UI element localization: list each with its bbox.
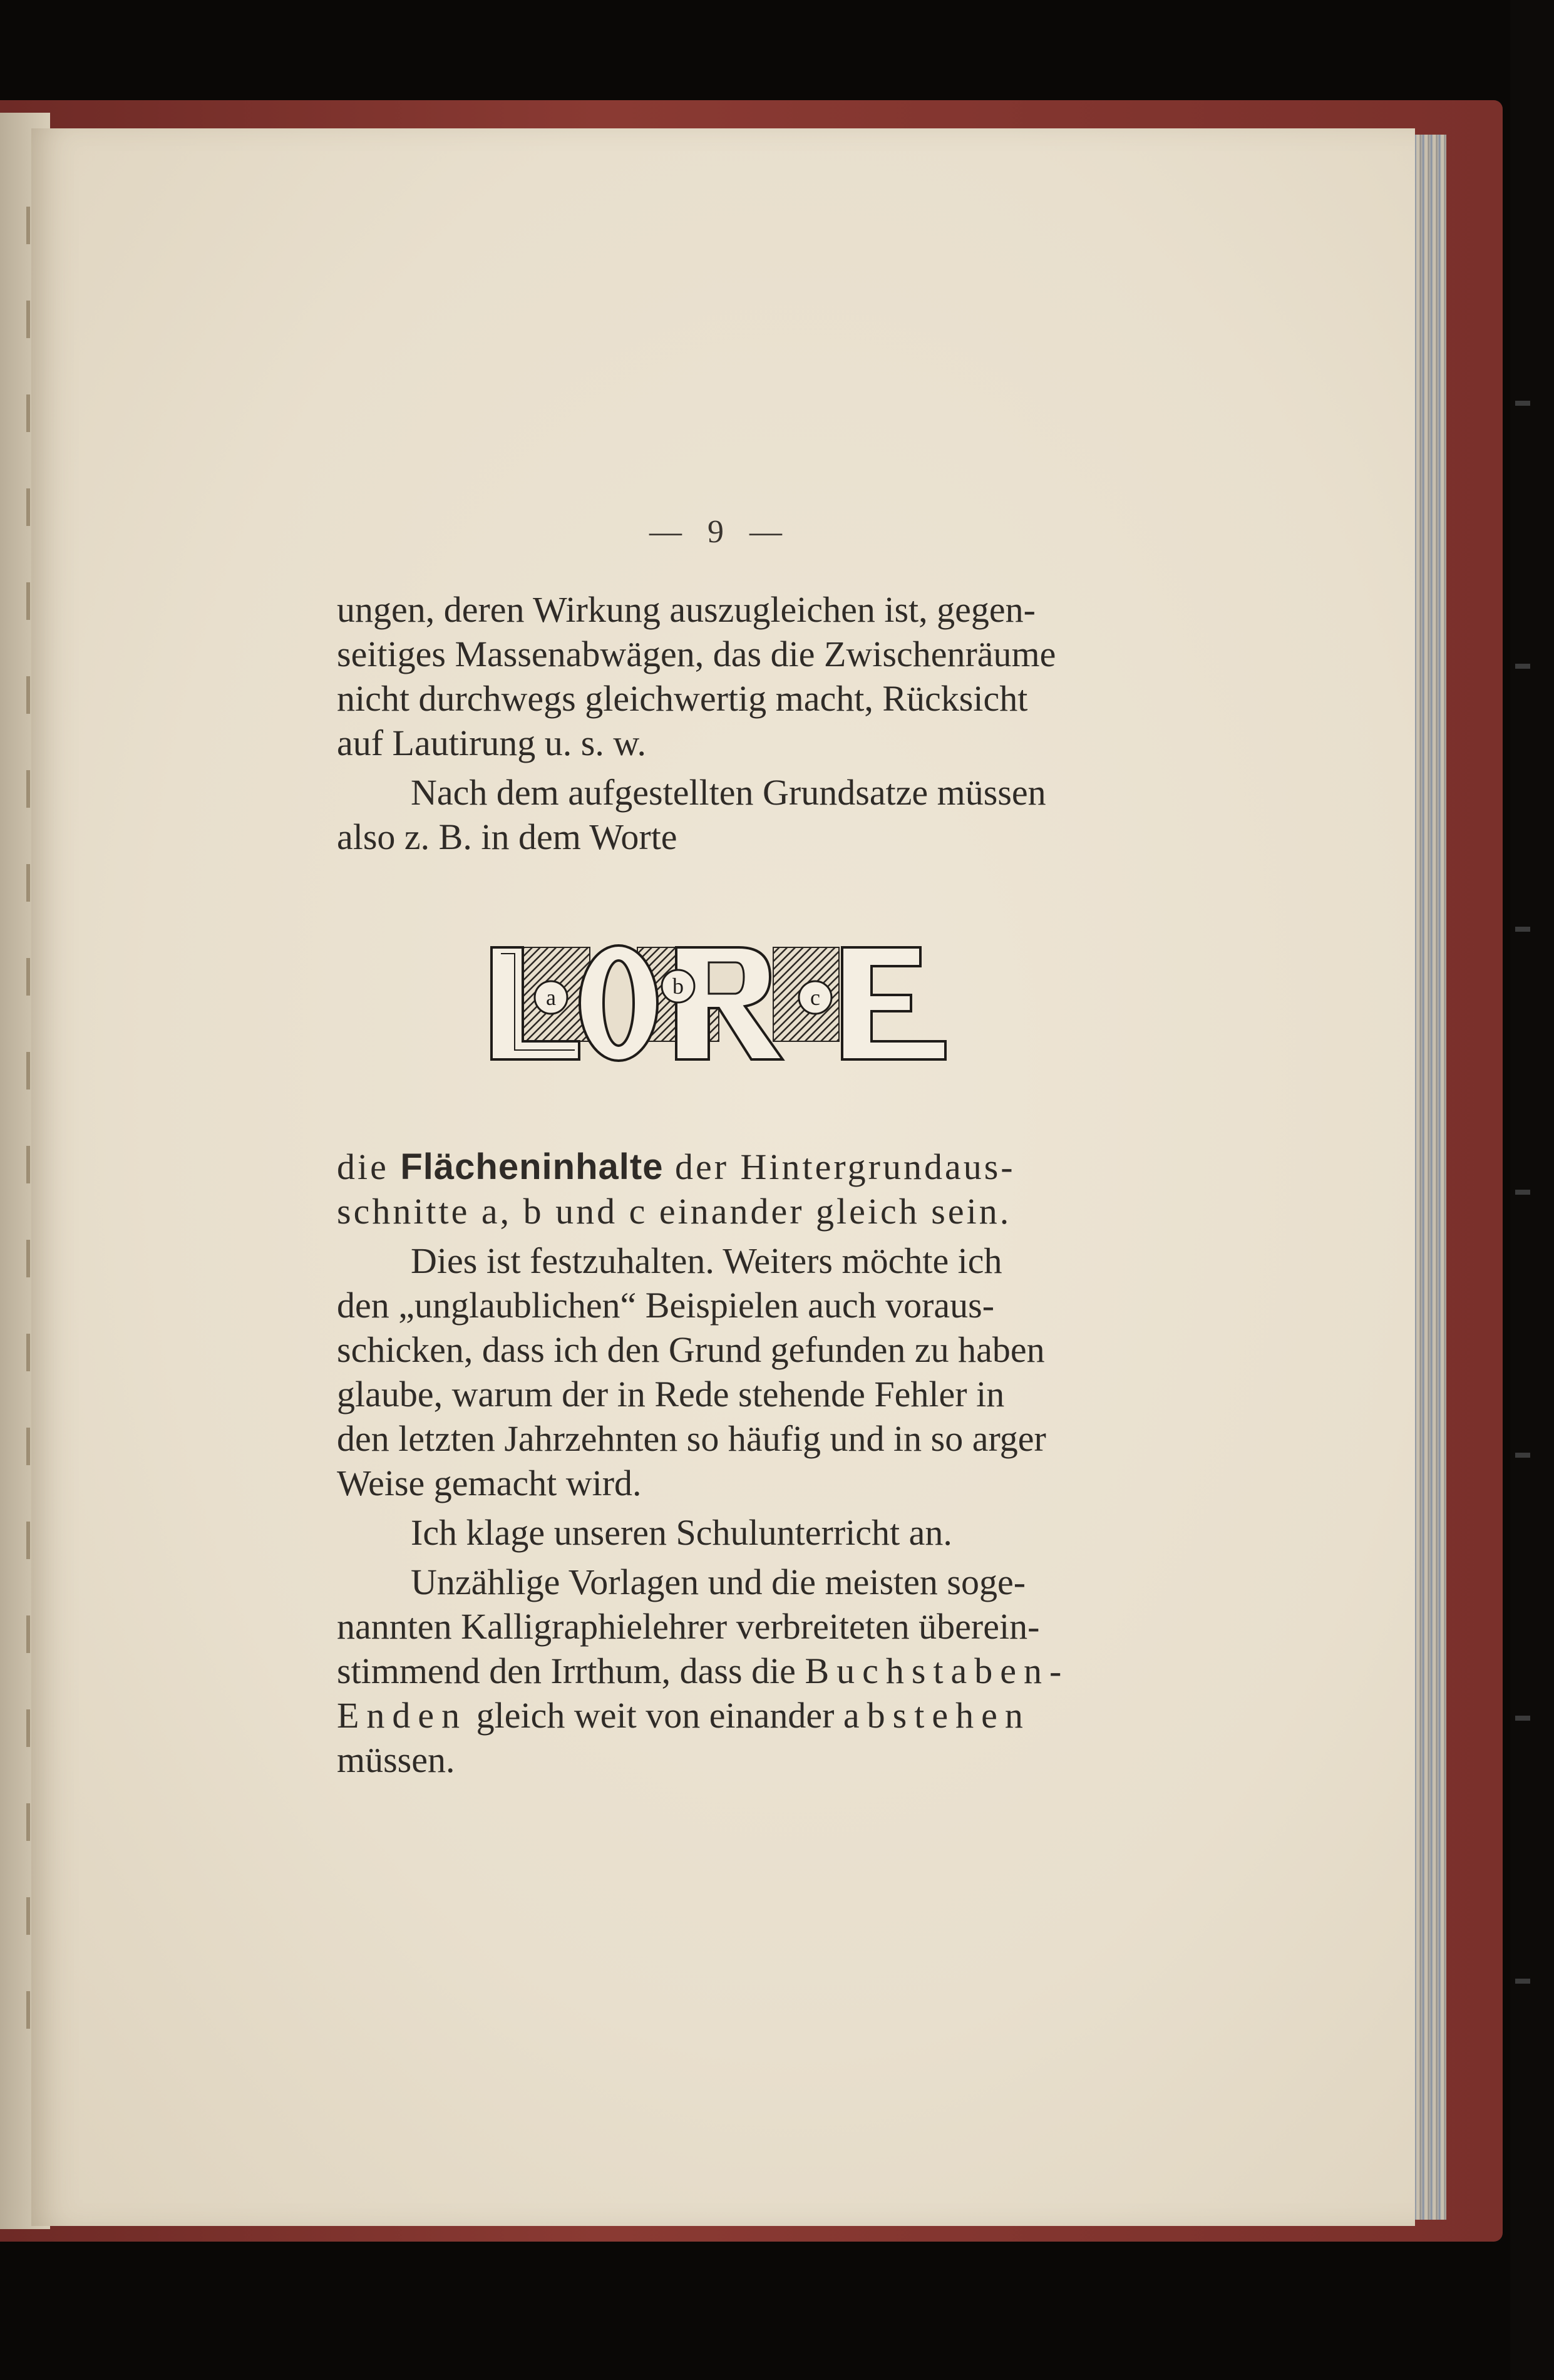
text-line: den „unglaublichen“ Beispielen auch voraus-	[337, 1285, 995, 1326]
letter-e	[842, 947, 945, 1059]
text-line: Nach dem aufgestellten Grundsatze müssen	[411, 772, 1046, 813]
text-line: also z. B. in dem Worte	[337, 817, 677, 857]
paragraph	[337, 1560, 1094, 1782]
text-line: ungen, deren Wirkung auszugleichen ist, gegen-	[337, 589, 1036, 630]
body-text	[337, 587, 1094, 859]
emphasized-term: Flächeninhalte	[400, 1146, 664, 1187]
scanner-mark	[1515, 664, 1530, 669]
text-fragment: die	[337, 1146, 401, 1187]
text-line: Weise gemacht wird.	[337, 1463, 642, 1503]
text-line: den letzten Jahrzehnten so häufig und in so arger	[337, 1418, 1046, 1459]
scanner-mark	[1515, 1453, 1530, 1458]
paragraph	[337, 1510, 1094, 1555]
paragraph	[337, 1239, 1094, 1505]
scanner-mark	[1515, 1979, 1530, 1984]
gap-a-label: a	[546, 985, 556, 1010]
spaced-term: Buchstaben-	[805, 1651, 1069, 1691]
text-line: glaube, warum der in Rede stehende Fehler in	[337, 1374, 1005, 1414]
text-line: Dies ist festzuhalten. Weiters möchte ich	[411, 1240, 1002, 1281]
text-line: auf Lautirung u. s. w.	[337, 723, 646, 763]
text-fragment: gleich weit von einander	[467, 1695, 843, 1736]
text-line: schicken, dass ich den Grund gefunden zu haben	[337, 1329, 1045, 1370]
gap-c-label: c	[810, 985, 820, 1010]
text-line: nannten Kalligraphielehrer verbreiteten überein-	[337, 1606, 1040, 1647]
scanner-mark	[1515, 1190, 1530, 1195]
paragraph	[337, 587, 1094, 765]
spaced-term: abstehen	[843, 1695, 1031, 1736]
body-text-continued	[337, 1145, 1094, 1782]
text-line: schnitte a, b und c einander gleich sein.	[337, 1191, 1012, 1232]
text-line: seitiges Massenabwägen, das die Zwischenräume	[337, 634, 1056, 674]
text-line: Ich klage unseren Schulunterricht an.	[411, 1512, 952, 1553]
text-line: müssen.	[337, 1739, 455, 1780]
paragraph	[337, 1145, 1094, 1234]
paragraph	[337, 770, 1094, 859]
gap-b-label: b	[672, 974, 684, 999]
text-line: Unzählige Vorlagen und die meisten soge-	[411, 1562, 1026, 1602]
lore-illustration	[488, 942, 952, 1064]
scanner-mark	[1515, 927, 1530, 932]
scanner-mark	[1515, 401, 1530, 406]
text-fragment: stimmend den Irrthum, dass die	[337, 1651, 805, 1691]
text-line: nicht durchwegs gleichwertig macht, Rücksicht	[337, 678, 1028, 719]
binding-stitch	[26, 207, 30, 2085]
scanner-mark	[1515, 1716, 1530, 1721]
text-fragment: der Hintergrundaus-	[663, 1146, 1016, 1187]
page-number: — 9 —	[649, 514, 791, 550]
spaced-term: Enden	[337, 1695, 468, 1736]
